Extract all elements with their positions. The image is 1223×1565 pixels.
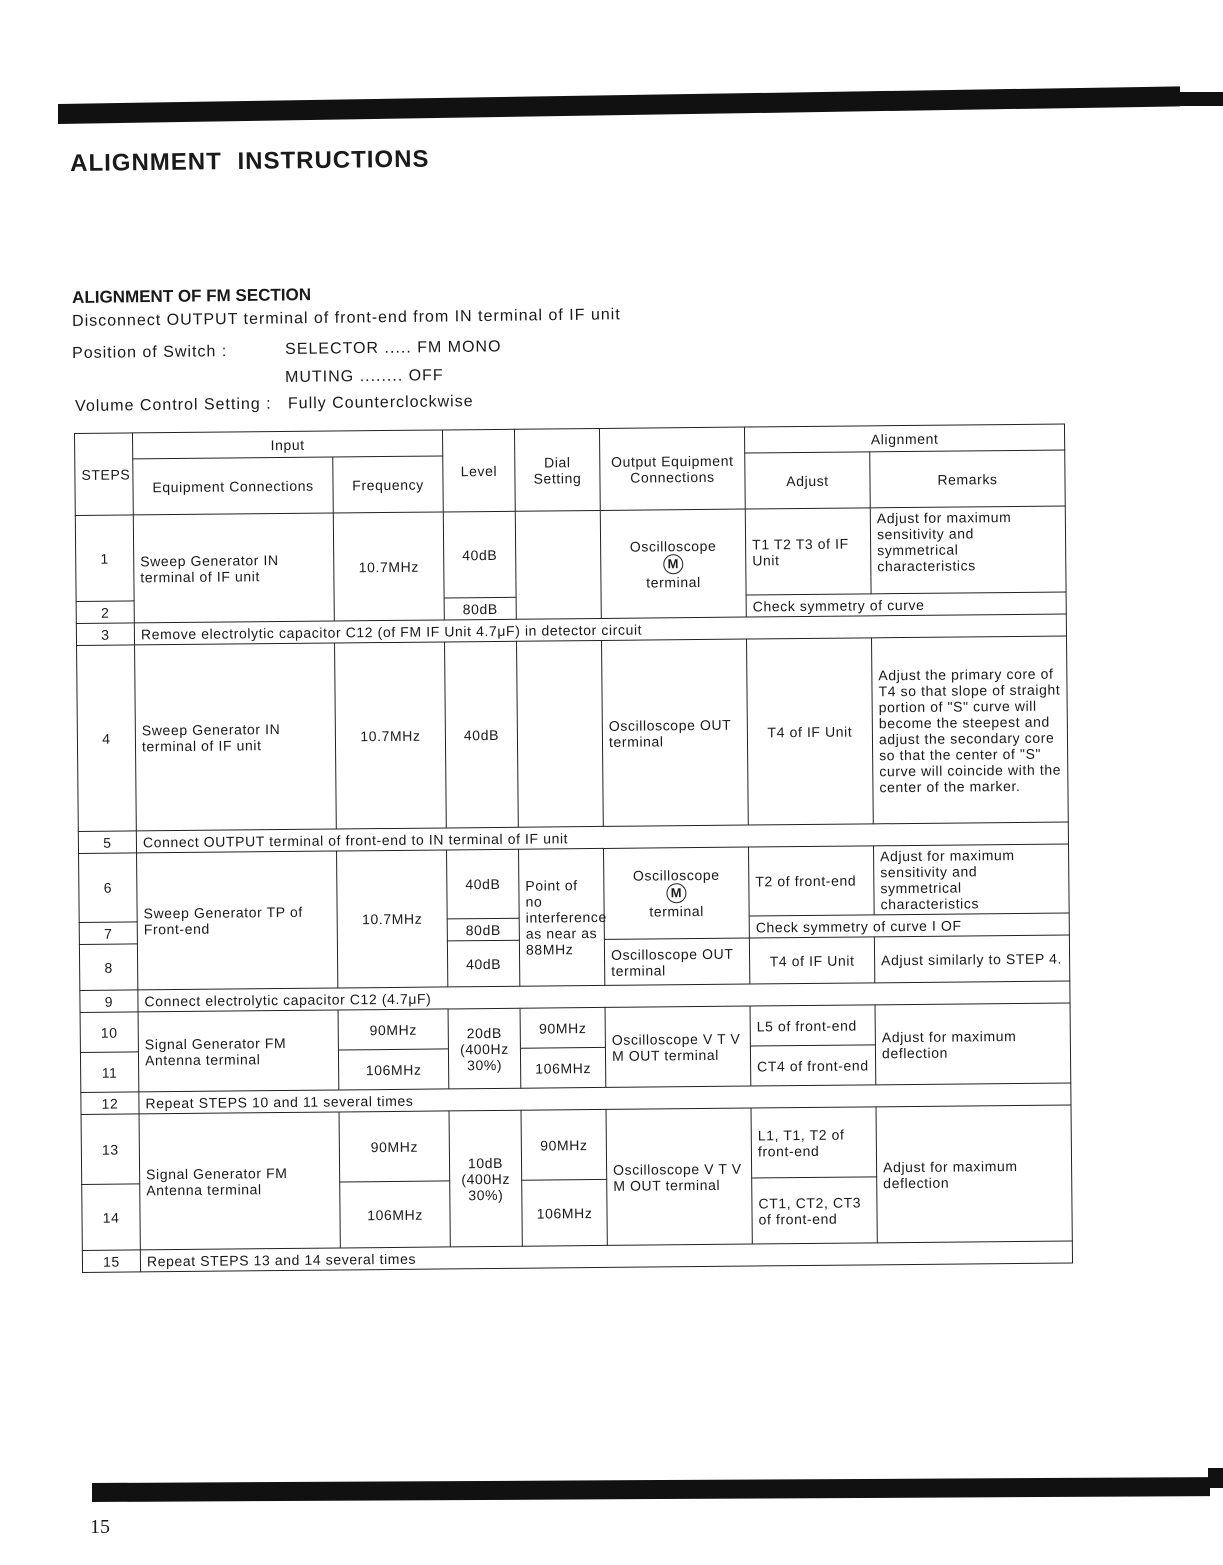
step-number: 14 xyxy=(82,1184,141,1251)
switch-selector: SELECTOR ..... FM MONO xyxy=(285,338,502,358)
dial-cell xyxy=(517,640,604,827)
dial-cell: Point of no interference as near as 88MHz xyxy=(519,848,605,986)
step-number: 2 xyxy=(76,601,134,624)
title-word-2: INSTRUCTIONS xyxy=(237,145,430,175)
step-number: 3 xyxy=(76,623,134,646)
level-cell: 20dB (400Hz 30%) xyxy=(448,1008,521,1089)
level-cell: 80dB xyxy=(444,597,516,620)
dial-cell xyxy=(515,510,601,619)
output-terminal: terminal xyxy=(649,902,705,920)
level-cell: 40dB xyxy=(447,849,520,919)
step-number: 6 xyxy=(79,853,138,923)
frequency-cell: 90MHz xyxy=(338,1009,448,1050)
remarks-cell: Adjust for maximum deflection xyxy=(876,1105,1072,1243)
output-cell xyxy=(604,847,750,939)
equipment-cell: Signal Generator FM Antenna terminal xyxy=(138,1010,339,1092)
header-steps: STEPS xyxy=(75,433,134,516)
instruction-row: Repeat STEPS 13 and 14 several times xyxy=(140,1241,1072,1272)
output-cell: Oscilloscope OUT terminal xyxy=(602,639,749,826)
instruction-row: Connect OUTPUT terminal of front-end to IN terminal of IF unit xyxy=(136,822,1068,853)
remarks-cell: Check symmetry of curve I OF xyxy=(749,913,1069,938)
level-cell: 40dB xyxy=(447,940,519,987)
frequency-cell: 10.7MHz xyxy=(335,642,447,829)
frequency-cell: 90MHz xyxy=(339,1111,450,1182)
step-number: 11 xyxy=(80,1052,138,1093)
remarks-cell: Adjust the primary core of T4 so that slope of straight portion of "S" curve will become the steepest and adjust the secondary core so that the center of "S" curve will coincide with the center of the marker. xyxy=(872,636,1069,824)
dial-cell: 90MHz xyxy=(521,1109,607,1180)
step-number: 7 xyxy=(79,922,137,945)
step-number: 4 xyxy=(77,645,137,832)
remarks-cell: Check symmetry of curve xyxy=(746,592,1066,617)
dial-cell: 90MHz xyxy=(520,1007,605,1048)
step-number: 13 xyxy=(81,1114,140,1185)
level-cell: 40dB xyxy=(445,641,519,828)
header-dial: Dial Setting xyxy=(515,428,601,511)
frequency-cell: 10.7MHz xyxy=(333,512,444,621)
header-alignment: Alignment xyxy=(744,424,1064,453)
output-cell: Oscilloscope V T V M OUT terminal xyxy=(605,1006,751,1087)
meter-m-icon: M xyxy=(663,554,683,574)
equipment-cell: Sweep Generator IN terminal of IF unit xyxy=(133,513,334,623)
adjust-cell: L1, T1, T2 of front-end xyxy=(751,1107,877,1178)
dial-cell: 106MHz xyxy=(522,1179,608,1246)
step-number: 1 xyxy=(75,515,134,602)
section-title: ALIGNMENT OF FM SECTION xyxy=(72,285,312,307)
adjust-cell: T4 of IF Unit xyxy=(749,937,874,984)
output-terminal: terminal xyxy=(646,573,701,591)
frequency-cell: 10.7MHz xyxy=(337,850,448,988)
bottom-rule xyxy=(92,1477,1210,1502)
equipment-cell: Sweep Generator IN terminal of IF unit xyxy=(135,643,337,831)
level-cell: 40dB xyxy=(443,511,516,598)
header-level: Level xyxy=(443,429,516,512)
header-equipment: Equipment Connections xyxy=(133,457,334,515)
level-cell: 10dB (400Hz 30%) xyxy=(449,1110,522,1247)
remarks-cell: Adjust for maximum deflection xyxy=(875,1003,1071,1085)
page-title xyxy=(70,146,430,178)
title-word-1: ALIGNMENT xyxy=(70,148,222,177)
dial-cell: 106MHz xyxy=(520,1047,605,1088)
top-rule-end xyxy=(1178,92,1223,106)
header-output: Output Equipment Connections xyxy=(599,427,745,510)
alignment-table-wrap xyxy=(74,423,1092,1273)
adjust-cell: CT1, CT2, CT3 of front-end xyxy=(752,1177,878,1244)
output-device: Oscilloscope xyxy=(629,537,717,555)
instruction-row: Repeat STEPS 10 and 11 several times xyxy=(139,1083,1071,1114)
remarks-cell: Adjust for maximum sensitivity and symmetrical characteristics xyxy=(870,506,1066,594)
output-cell xyxy=(600,509,746,618)
step-number: 9 xyxy=(80,990,138,1013)
step-number: 8 xyxy=(79,944,137,991)
remarks-cell: Adjust similarly to STEP 4. xyxy=(874,935,1069,983)
instruction-row: Connect electrolytic capacitor C12 (4.7μF) xyxy=(138,981,1070,1012)
instruction-disconnect: Disconnect OUTPUT terminal of front-end from IN terminal of IF unit xyxy=(72,306,621,330)
page-number: 15 xyxy=(90,1516,110,1538)
adjust-cell: T1 T2 T3 of IF Unit xyxy=(745,508,871,595)
remarks-cell: Adjust for maximum sensitivity and symmetrical characteristics xyxy=(874,844,1070,915)
instruction-row: Remove electrolytic capacitor C12 (of FM IF Unit 4.7μF) in detector circuit xyxy=(134,614,1066,645)
adjust-cell: L5 of front-end xyxy=(750,1005,875,1046)
output-device: Oscilloscope xyxy=(632,866,720,884)
equipment-cell: Signal Generator FM Antenna terminal xyxy=(139,1112,340,1250)
meter-m-icon: M xyxy=(666,883,686,903)
bottom-rule-end xyxy=(1208,1468,1223,1488)
output-cell: Oscilloscope V T V M OUT terminal xyxy=(606,1108,752,1245)
header-input: Input xyxy=(133,430,443,459)
frequency-cell: 106MHz xyxy=(340,1181,451,1248)
step-number: 5 xyxy=(78,831,136,854)
frequency-cell: 106MHz xyxy=(338,1049,448,1090)
step-number: 10 xyxy=(80,1012,138,1053)
adjust-cell: T4 of IF Unit xyxy=(747,638,874,825)
switch-muting: MUTING ........ OFF xyxy=(285,367,444,386)
volume-setting: Volume Control Setting : Fully Counterclockwise xyxy=(75,393,474,415)
header-frequency: Frequency xyxy=(333,456,444,513)
step-number: 15 xyxy=(82,1250,140,1273)
header-remarks: Remarks xyxy=(870,450,1066,508)
header-adjust: Adjust xyxy=(745,452,871,509)
equipment-cell: Sweep Generator TP of Front-end xyxy=(137,851,338,990)
output-cell: Oscilloscope OUT terminal xyxy=(604,938,749,985)
alignment-table xyxy=(74,423,1073,1272)
adjust-cell: CT4 of front-end xyxy=(750,1045,875,1086)
switch-label: Position of Switch : xyxy=(72,343,228,362)
level-cell: 80dB xyxy=(447,918,519,941)
top-rule xyxy=(58,86,1180,124)
adjust-cell: T2 of front-end xyxy=(749,846,875,916)
step-number: 12 xyxy=(81,1092,139,1115)
